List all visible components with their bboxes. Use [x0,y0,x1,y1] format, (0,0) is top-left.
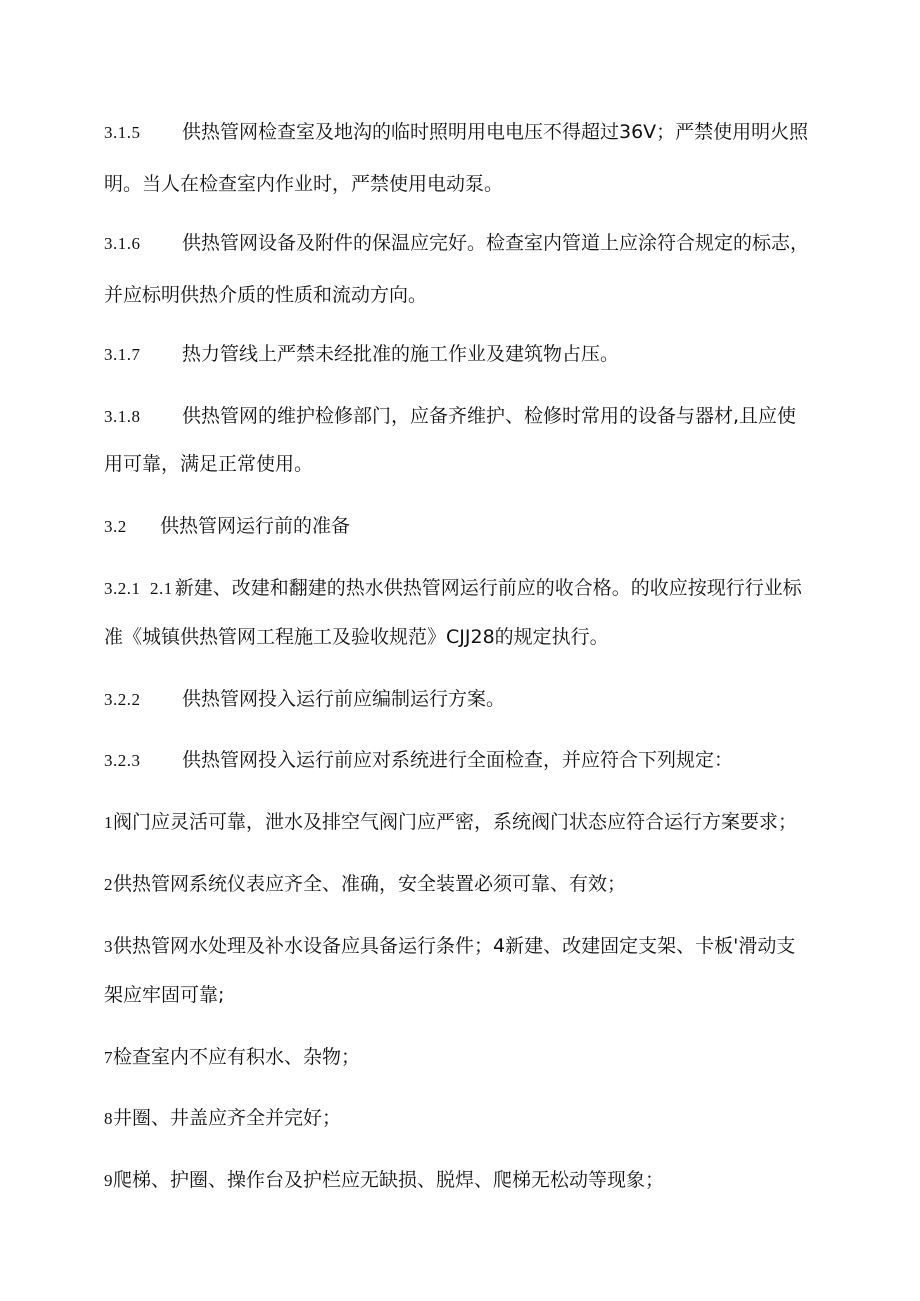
paragraph-3-1-5-line-1 [104,120,840,145]
section-heading-text: 供热管网运行前的准备 [160,515,351,537]
section-number: 3.1.7 [104,345,141,364]
paragraph-text: 供热管网投入运行前应编制运行方案。 [182,688,506,710]
paragraph-3-1-5-line-2 [104,172,840,196]
paragraph-text: 热力管线上严禁未经批准的施工作业及建筑物占压。 [182,343,620,365]
list-item-text: 阀门应灵活可靠，泄水及排空气阀门应严密，系统阀门状态应符合运行方案要求； [113,811,798,833]
list-item-text: 爬梯、护圈、操作台及护栏应无缺损、脱焊、爬梯无松动等现象； [113,1169,665,1191]
list-item-2 [104,872,840,897]
section-number: 3.2.2 [104,690,141,709]
paragraph-text: 用可靠，满足正常使用。 [104,453,314,475]
paragraph-text: 新建、改建和翻建的热水供热管网运行前应的收合格。的收应按现行行业标 [174,577,802,599]
paragraph-3-2-1-line-1 [104,576,840,601]
list-item-text: 架应牢固可靠; [104,984,225,1006]
section-number: 3.2.1 [104,579,141,598]
paragraph-3-2-2-line-1 [104,687,840,712]
list-item-3-line-1 [104,934,840,959]
list-item-text: 供热管网水处理及补水设备应具备运行条件；4新建、改建固定支架、卡板'滑动支 [113,935,796,957]
list-item-text: 供热管网系统仪表应齐全、准确，安全装置必须可靠、有效； [113,873,627,895]
paragraph-text: 供热管网检查室及地沟的临时照明用电电压不得超过36V；严禁使用明火照 [182,121,809,143]
list-item-number: 7 [104,1048,113,1067]
list-item-number: 8 [104,1109,113,1128]
paragraph-text: 供热管网投入运行前应对系统进行全面检查，并应符合下列规定： [182,749,734,771]
section-number: 3.2 [104,517,127,536]
list-item-number: 1 [104,813,113,832]
list-item-1 [104,810,840,835]
paragraph-3-2-1-line-2 [104,625,840,649]
list-item-text: 井圈、井盖应齐全并完好； [113,1107,342,1129]
list-item-9 [104,1168,840,1193]
section-number: 3.1.8 [104,407,141,426]
section-heading-3-2 [104,514,840,539]
section-number: 3.1.5 [104,123,141,142]
paragraph-text: 供热管网的维护检修部门，应备齐维护、检修时常用的设备与器材,且应使 [182,405,797,427]
section-number: 3.1.6 [104,234,141,253]
paragraph-text: 并应标明供热介质的性质和流动方向。 [104,284,428,306]
list-item-7 [104,1045,840,1070]
paragraph-3-1-8-line-2 [104,452,840,476]
paragraph-3-1-6-line-2 [104,283,840,307]
paragraph-3-1-6-line-1 [104,231,840,256]
paragraph-text: 准《城镇供热管网工程施工及验收规范》CJJ28的规定执行。 [104,626,609,648]
paragraph-3-1-7-line-1 [104,342,840,367]
paragraph-text: 供热管网设备及附件的保温应完好。检查室内管道上应涂符合规定的标志， [182,232,810,254]
paragraph-text: 明。当人在检查室内作业时，严禁使用电动泵。 [104,173,504,195]
paragraph-3-1-8-line-1 [104,404,840,429]
list-item-text: 检查室内不应有积水、杂物； [113,1046,361,1068]
list-item-number: 3 [104,937,113,956]
list-item-8 [104,1106,840,1131]
list-item-number: 2 [104,875,113,894]
section-number: 3.2.3 [104,751,141,770]
paragraph-3-2-3-line-1 [104,748,840,773]
list-item-number: 9 [104,1171,113,1190]
subsection-number: 2.1 [150,579,173,598]
list-item-3-line-2 [104,983,840,1007]
